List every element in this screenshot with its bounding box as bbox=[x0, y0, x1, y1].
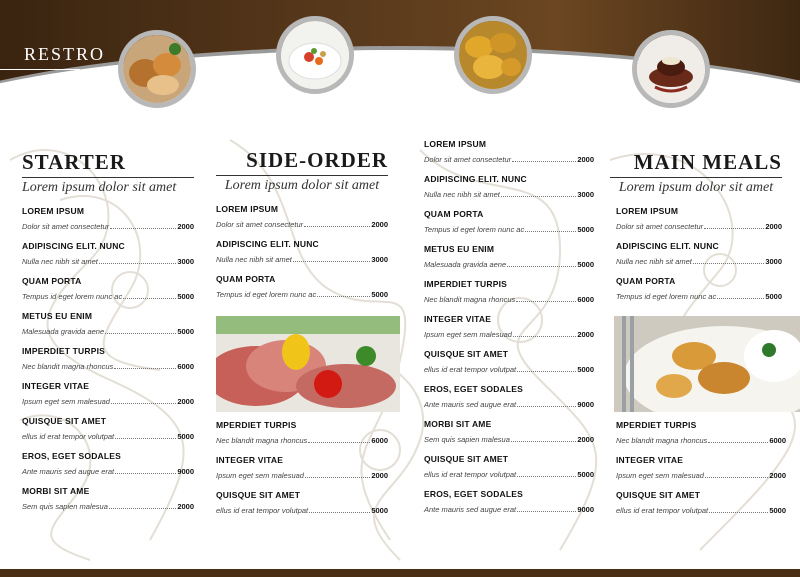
menu-item-price: 5000 bbox=[177, 327, 194, 336]
curry-photo bbox=[454, 16, 532, 94]
dot-leader bbox=[109, 508, 176, 509]
brand-logo: RESTRO bbox=[24, 44, 106, 64]
menu-item-description: Sem quis sapien malesua bbox=[424, 435, 510, 444]
side-order-list-bottom bbox=[216, 420, 388, 516]
menu-item-name: EROS, EGET SODALES bbox=[22, 451, 122, 461]
salami-tomato-photo bbox=[216, 316, 400, 412]
menu-item-price: 9000 bbox=[577, 400, 594, 409]
menu-item-name: INTEGER VITAE bbox=[424, 314, 492, 324]
menu-item bbox=[424, 244, 594, 270]
menu-item-name: QUISQUE SIT AMET bbox=[22, 416, 107, 426]
menu-item-description: Nulla nec nibh sit amet bbox=[616, 257, 692, 266]
dot-leader bbox=[517, 371, 576, 372]
dot-leader bbox=[105, 333, 176, 334]
menu-item-row bbox=[424, 364, 594, 375]
menu-item-price: 6000 bbox=[769, 436, 786, 445]
menu-item-description: Ante mauris sed augue erat bbox=[22, 467, 115, 476]
steak-photo bbox=[632, 30, 710, 108]
menu-item-name: IMPERDIET TURPIS bbox=[424, 279, 508, 289]
menu-item-name: LOREM IPSUM bbox=[616, 206, 679, 216]
dot-leader bbox=[709, 512, 768, 513]
menu-item-price: 2000 bbox=[177, 397, 194, 406]
menu-item-description: ellus id erat tempor volutpat bbox=[424, 365, 517, 374]
menu-item-price: 3000 bbox=[371, 255, 388, 264]
menu-item-price: 2000 bbox=[371, 471, 388, 480]
menu-item-description: Nec blandit magna rhoncus bbox=[216, 436, 308, 445]
dot-leader bbox=[123, 298, 176, 299]
dot-leader bbox=[115, 473, 176, 474]
side-order-rule bbox=[216, 175, 388, 176]
menu-item-row bbox=[22, 256, 194, 267]
menu-item-row bbox=[22, 431, 194, 442]
menu-item-description: Tempus id eget lorem nunc ac bbox=[22, 292, 123, 301]
menu-item-row bbox=[616, 470, 786, 481]
menu-item-price: 5000 bbox=[577, 260, 594, 269]
dot-leader bbox=[110, 228, 176, 229]
starter-subtitle: Lorem ipsum dolor sit amet bbox=[22, 180, 177, 195]
starter-rule bbox=[22, 177, 194, 178]
menu-item-row bbox=[424, 469, 594, 480]
menu-item-price: 6000 bbox=[177, 362, 194, 371]
menu-item bbox=[22, 381, 194, 407]
menu-item-description: Nulla nec nibh sit amet bbox=[216, 255, 292, 264]
menu-item-name: LOREM IPSUM bbox=[22, 206, 85, 216]
dot-leader bbox=[115, 438, 176, 439]
menu-item-name: MORBI SIT AME bbox=[424, 419, 492, 429]
menu-item-description: Nulla nec nibh sit amet bbox=[22, 257, 98, 266]
menu-item-description: Dolor sit amet consectetur bbox=[424, 155, 512, 164]
menu-item-description: ellus id erat tempor volutpat bbox=[216, 506, 309, 515]
menu-item bbox=[216, 204, 388, 230]
menu-item bbox=[22, 451, 194, 477]
menu-item-description: Tempus id eget lorem nunc ac bbox=[424, 225, 525, 234]
menu-item-name: ADIPISCING ELIT. NUNC bbox=[22, 241, 125, 251]
main-meals-subtitle: Lorem ipsum dolor sit amet bbox=[618, 180, 774, 195]
main-meals-bottom bbox=[616, 420, 786, 525]
dot-leader bbox=[517, 511, 576, 512]
menu-item-description: Malesuada gravida aene bbox=[22, 327, 105, 336]
side-order-title: SIDE-ORDER bbox=[246, 148, 388, 172]
menu-item-description: Dolor sit amet consectetur bbox=[216, 220, 304, 229]
dot-leader bbox=[99, 263, 176, 264]
menu-item-name: EROS, EGET SODALES bbox=[424, 489, 524, 499]
menu-item bbox=[616, 276, 782, 302]
middle-section bbox=[424, 139, 594, 524]
menu-item-name: METUS EU ENIM bbox=[424, 244, 495, 254]
dot-leader bbox=[717, 298, 764, 299]
menu-item-name: INTEGER VITAE bbox=[616, 455, 684, 465]
menu-item bbox=[22, 241, 194, 267]
salad-bowl-photo bbox=[276, 16, 354, 94]
menu-item-row bbox=[22, 466, 194, 477]
dot-leader bbox=[513, 336, 576, 337]
dot-leader bbox=[111, 403, 176, 404]
menu-item bbox=[22, 416, 194, 442]
menu-item-row bbox=[216, 435, 388, 446]
menu-item bbox=[424, 139, 594, 165]
menu-item-price: 3000 bbox=[765, 257, 782, 266]
menu-item bbox=[424, 279, 594, 305]
menu-item bbox=[216, 490, 388, 516]
menu-item-price: 5000 bbox=[371, 506, 388, 515]
menu-item bbox=[424, 489, 594, 515]
menu-item-name: QUISQUE SIT AMET bbox=[424, 349, 509, 359]
menu-item bbox=[216, 420, 388, 446]
menu-item bbox=[22, 346, 194, 372]
menu-item-description: Nulla nec nibh sit amet bbox=[424, 190, 500, 199]
menu-item bbox=[22, 486, 194, 512]
menu-item-row bbox=[616, 221, 782, 232]
brand-underline bbox=[0, 69, 80, 70]
menu-item-price: 5000 bbox=[577, 365, 594, 374]
main-meals-rule bbox=[610, 177, 782, 178]
main-meals-list-bottom bbox=[616, 420, 786, 516]
menu-item-price: 3000 bbox=[177, 257, 194, 266]
menu-item bbox=[424, 314, 594, 340]
menu-item-name: EROS, EGET SODALES bbox=[424, 384, 524, 394]
menu-item-description: Tempus id eget lorem nunc ac bbox=[616, 292, 717, 301]
menu-item-description: Nec blandit magna rhoncus bbox=[424, 295, 516, 304]
menu-item-row bbox=[616, 505, 786, 516]
dot-leader bbox=[305, 477, 370, 478]
starter-list bbox=[22, 206, 194, 512]
menu-item-name: LOREM IPSUM bbox=[424, 139, 487, 149]
menu-item-description: Malesuada gravida aene bbox=[424, 260, 507, 269]
menu-item-price: 2000 bbox=[177, 222, 194, 231]
menu-item-description: Ipsum eget sem malesuad bbox=[616, 471, 704, 480]
menu-item-row bbox=[22, 361, 194, 372]
menu-item-price: 5000 bbox=[577, 470, 594, 479]
menu-item-row bbox=[424, 294, 594, 305]
dot-leader bbox=[501, 196, 576, 197]
menu-item bbox=[424, 384, 594, 410]
menu-item-price: 5000 bbox=[577, 225, 594, 234]
menu-item-description: Nec blandit magna rhoncus bbox=[22, 362, 114, 371]
menu-item bbox=[616, 455, 786, 481]
dot-leader bbox=[517, 476, 576, 477]
menu-item-row bbox=[216, 289, 388, 300]
menu-item-row bbox=[22, 291, 194, 302]
menu-item-description: Ipsum eget sem malesuad bbox=[424, 330, 512, 339]
dot-leader bbox=[293, 261, 370, 262]
fried-snacks-photo bbox=[118, 30, 196, 108]
menu-item-name: QUISQUE SIT AMET bbox=[616, 490, 701, 500]
menu-item-row bbox=[216, 505, 388, 516]
footer-band bbox=[0, 569, 800, 577]
menu-item bbox=[616, 241, 782, 267]
menu-item-price: 2000 bbox=[577, 155, 594, 164]
menu-item bbox=[424, 209, 594, 235]
main-meals-list-top bbox=[610, 206, 782, 302]
dot-leader bbox=[507, 266, 576, 267]
menu-item bbox=[22, 206, 194, 232]
menu-item-price: 5000 bbox=[769, 506, 786, 515]
starter-section bbox=[22, 150, 194, 521]
main-meals-title: MAIN MEALS bbox=[633, 150, 782, 174]
menu-item-description: Dolor sit amet consectetur bbox=[616, 222, 704, 231]
middle-list bbox=[424, 139, 594, 515]
side-order-subtitle: Lorem ipsum dolor sit amet bbox=[224, 178, 380, 193]
menu-item-row bbox=[616, 256, 782, 267]
dot-leader bbox=[308, 442, 370, 443]
menu-item-price: 2000 bbox=[577, 435, 594, 444]
menu-item bbox=[424, 454, 594, 480]
menu-item-price: 2000 bbox=[765, 222, 782, 231]
menu-item-description: Ante mauris sed augue erat bbox=[424, 400, 517, 409]
menu-item bbox=[424, 349, 594, 375]
menu-item-name: QUAM PORTA bbox=[216, 274, 276, 284]
main-meals-section bbox=[610, 150, 782, 311]
dot-leader bbox=[693, 263, 764, 264]
dot-leader bbox=[708, 442, 768, 443]
menu-item-row bbox=[424, 224, 594, 235]
menu-item bbox=[22, 311, 194, 337]
menu-item-row bbox=[616, 435, 786, 446]
menu-item bbox=[616, 420, 786, 446]
menu-item bbox=[616, 206, 782, 232]
menu-item-name: QUISQUE SIT AMET bbox=[216, 490, 301, 500]
menu-item-row bbox=[22, 326, 194, 337]
menu-item-name: QUAM PORTA bbox=[616, 276, 676, 286]
menu-item-price: 6000 bbox=[371, 436, 388, 445]
menu-item-description: Ante mauris sed augue erat bbox=[424, 505, 517, 514]
menu-item-name: QUAM PORTA bbox=[22, 276, 82, 286]
menu-item-name: INTEGER VITAE bbox=[216, 455, 284, 465]
dot-leader bbox=[317, 296, 370, 297]
dot-leader bbox=[525, 231, 576, 232]
menu-item-row bbox=[22, 396, 194, 407]
dot-leader bbox=[517, 406, 576, 407]
dot-leader bbox=[304, 226, 370, 227]
menu-item-price: 9000 bbox=[177, 467, 194, 476]
menu-item-name: ADIPISCING ELIT. NUNC bbox=[424, 174, 527, 184]
menu-item-name: MPERDIET TURPIS bbox=[616, 420, 697, 430]
menu-item-description: Ipsum eget sem malesuad bbox=[22, 397, 110, 406]
dot-leader bbox=[512, 161, 576, 162]
menu-item-name: MORBI SIT AME bbox=[22, 486, 90, 496]
side-order-section bbox=[216, 148, 388, 309]
menu-item-row bbox=[424, 259, 594, 270]
menu-item-description: Sem quis sapien malesua bbox=[22, 502, 108, 511]
menu-item-row bbox=[424, 434, 594, 445]
menu-item-price: 5000 bbox=[371, 290, 388, 299]
menu-item-name: QUISQUE SIT AMET bbox=[424, 454, 509, 464]
menu-item-name: QUAM PORTA bbox=[424, 209, 484, 219]
menu-item bbox=[22, 276, 194, 302]
menu-item-name: METUS EU ENIM bbox=[22, 311, 93, 321]
menu-item bbox=[216, 239, 388, 265]
menu-item-description: ellus id erat tempor volutpat bbox=[22, 432, 115, 441]
menu-item-name: IMPERDIET TURPIS bbox=[22, 346, 106, 356]
menu-item-name: MPERDIET TURPIS bbox=[216, 420, 297, 430]
menu-item-name: INTEGER VITAE bbox=[22, 381, 90, 391]
menu-item-row bbox=[216, 470, 388, 481]
menu-item bbox=[216, 455, 388, 481]
side-order-bottom bbox=[216, 420, 388, 525]
menu-item-price: 5000 bbox=[177, 292, 194, 301]
menu-item-row bbox=[22, 221, 194, 232]
starter-title: STARTER bbox=[22, 150, 126, 174]
menu-item-row bbox=[424, 329, 594, 340]
menu-item-name: LOREM IPSUM bbox=[216, 204, 279, 214]
menu-item-description: Dolor sit amet consectetur bbox=[22, 222, 110, 231]
menu-item-description: Ipsum eget sem malesuad bbox=[216, 471, 304, 480]
menu-item-row bbox=[216, 254, 388, 265]
menu-item-row bbox=[22, 501, 194, 512]
menu-item-price: 2000 bbox=[177, 502, 194, 511]
menu-item-name: ADIPISCING ELIT. NUNC bbox=[216, 239, 319, 249]
menu-item bbox=[216, 274, 388, 300]
menu-item-price: 5000 bbox=[177, 432, 194, 441]
menu-item-description: ellus id erat tempor volutpat bbox=[616, 506, 709, 515]
chicken-rice-photo bbox=[614, 316, 800, 412]
menu-item-row bbox=[216, 219, 388, 230]
menu-item-row bbox=[424, 399, 594, 410]
menu-item-price: 9000 bbox=[577, 505, 594, 514]
menu-item-description: ellus id erat tempor volutpat bbox=[424, 470, 517, 479]
menu-item-row bbox=[616, 291, 782, 302]
dot-leader bbox=[114, 368, 176, 369]
menu-item-name: ADIPISCING ELIT. NUNC bbox=[616, 241, 719, 251]
menu-item-price: 3000 bbox=[577, 190, 594, 199]
dot-leader bbox=[516, 301, 576, 302]
menu-item-row bbox=[424, 189, 594, 200]
menu-item-price: 2000 bbox=[371, 220, 388, 229]
menu-item-row bbox=[424, 504, 594, 515]
menu-item-price: 2000 bbox=[577, 330, 594, 339]
menu-item-row bbox=[424, 154, 594, 165]
dot-leader bbox=[511, 441, 576, 442]
menu-item bbox=[424, 419, 594, 445]
side-order-list-top bbox=[216, 204, 388, 300]
menu-item-price: 2000 bbox=[769, 471, 786, 480]
dot-leader bbox=[309, 512, 370, 513]
menu-item bbox=[616, 490, 786, 516]
menu-item-description: Nec blandit magna rhoncus bbox=[616, 436, 708, 445]
menu-item-price: 5000 bbox=[765, 292, 782, 301]
dot-leader bbox=[704, 228, 764, 229]
menu-item bbox=[424, 174, 594, 200]
menu-item-price: 6000 bbox=[577, 295, 594, 304]
menu-item-description: Tempus id eget lorem nunc ac bbox=[216, 290, 317, 299]
dot-leader bbox=[705, 477, 768, 478]
